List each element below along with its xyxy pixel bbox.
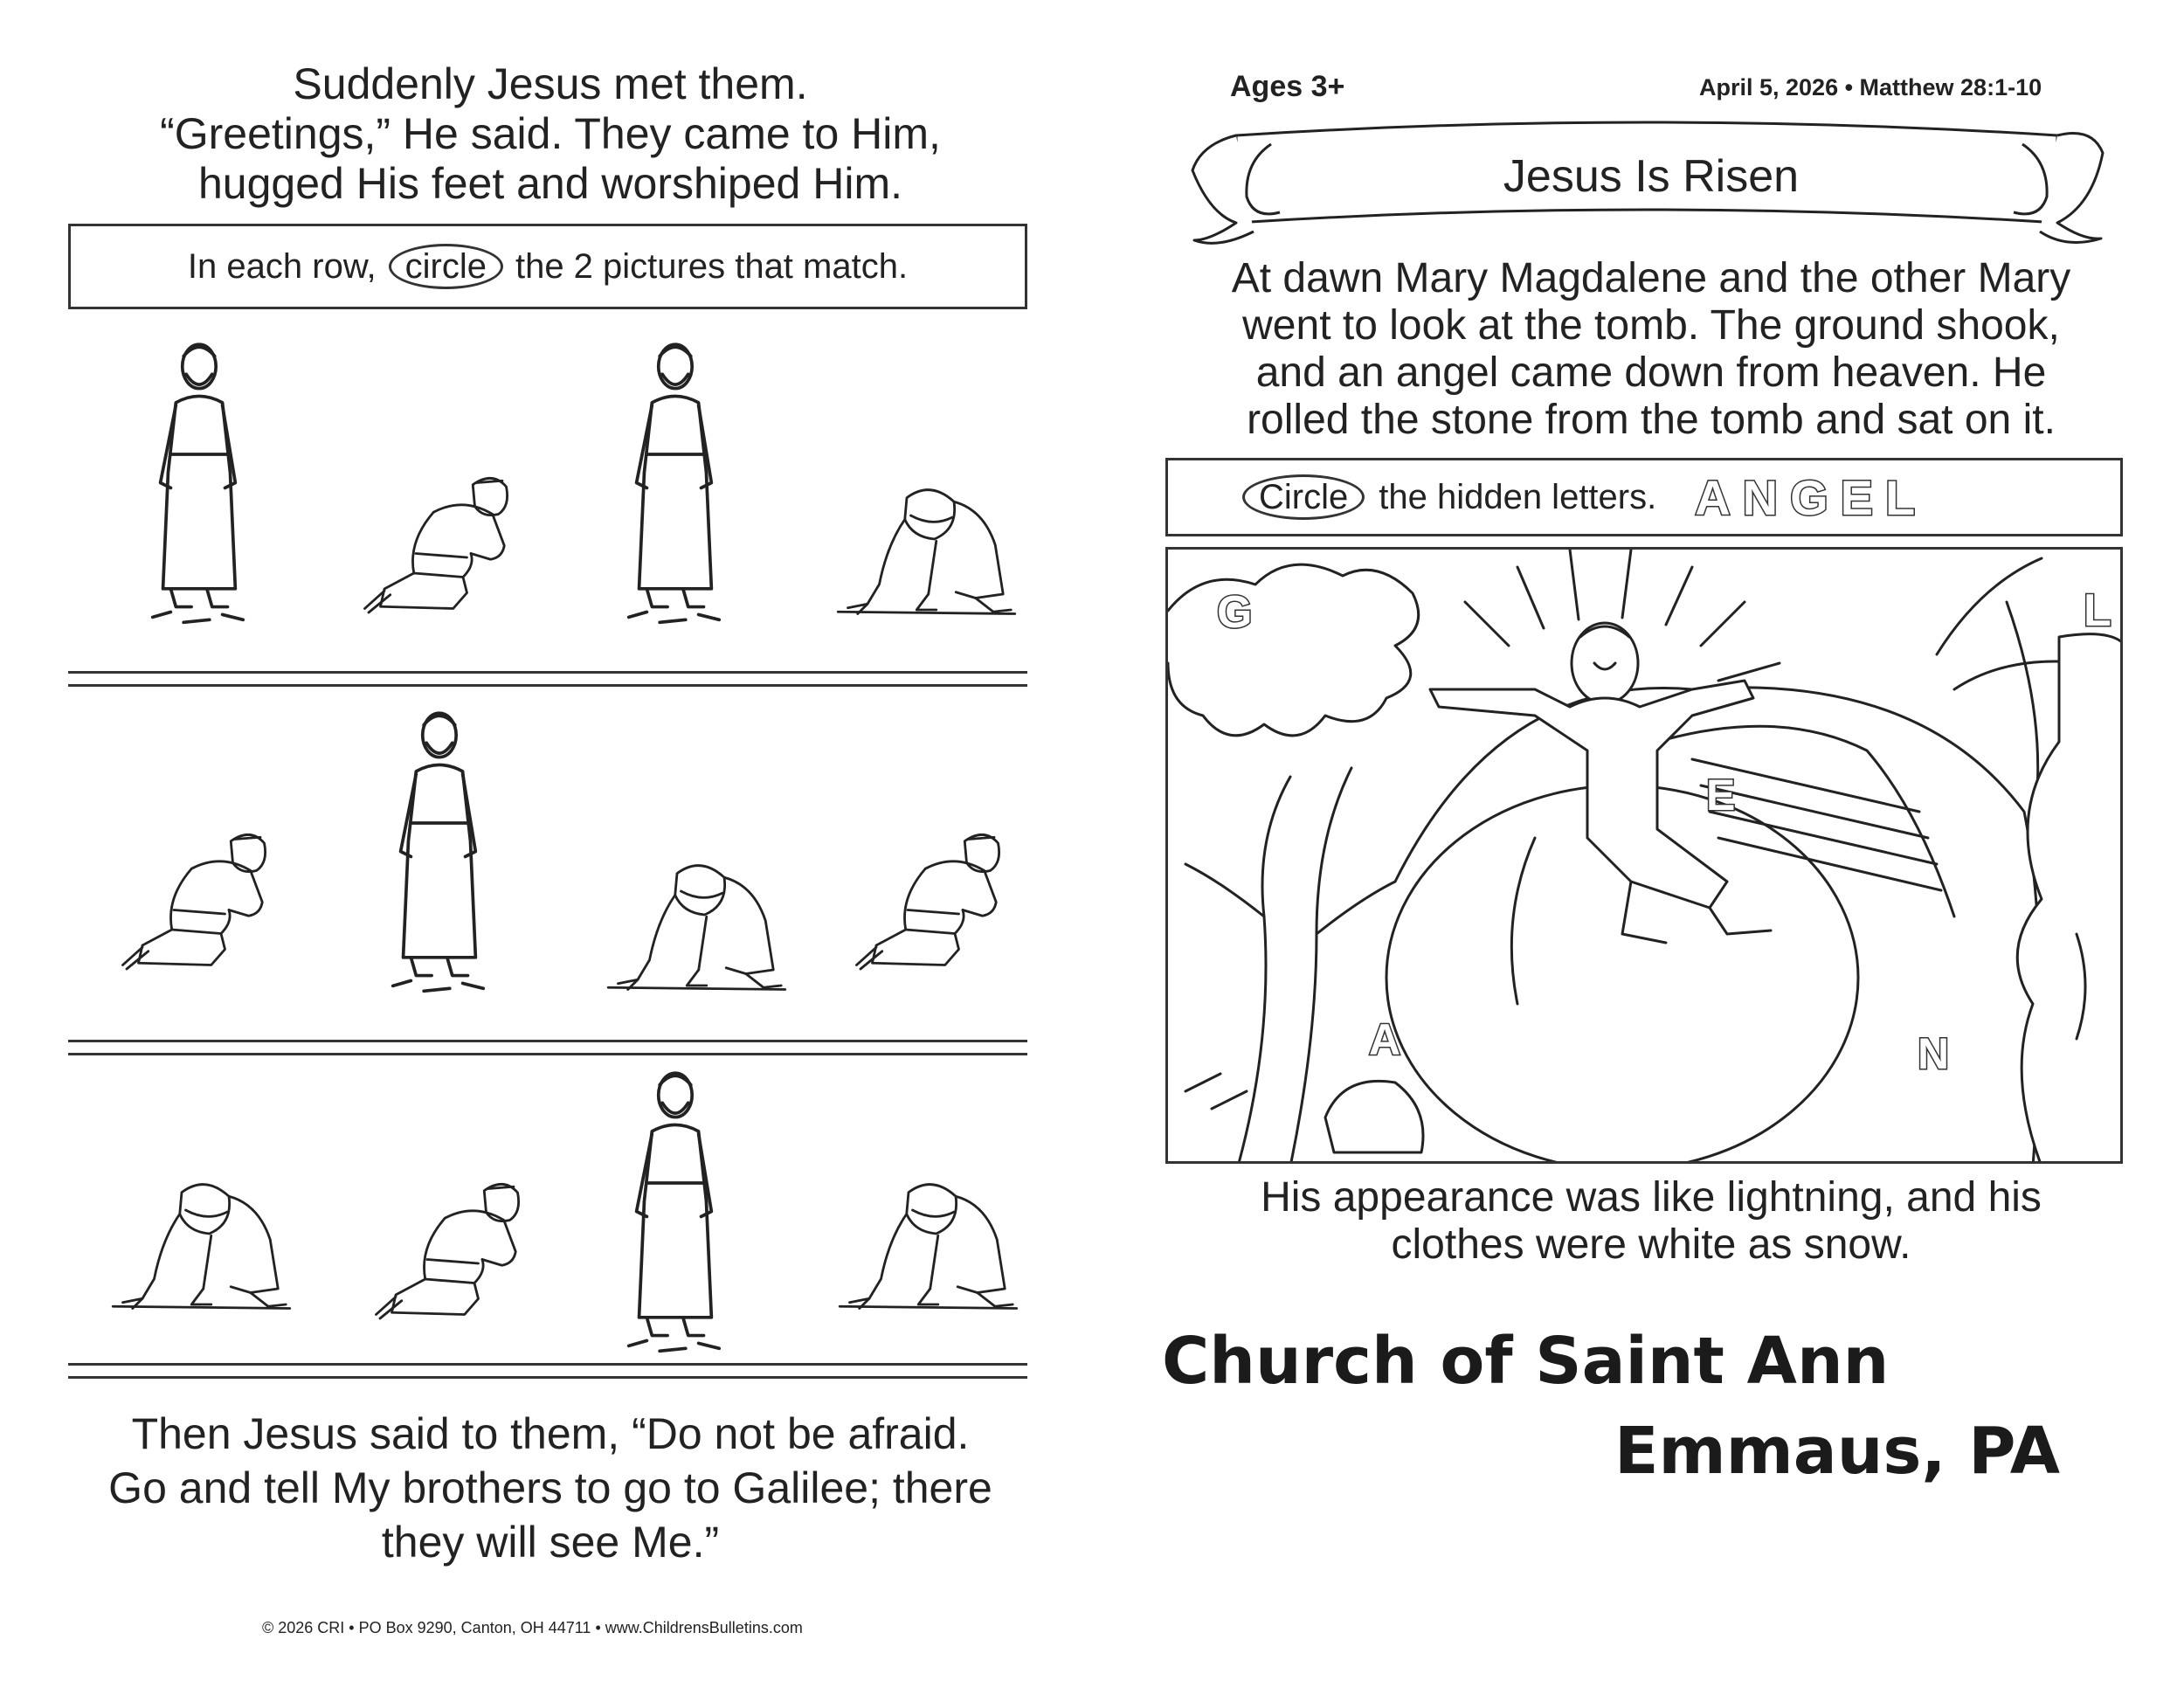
caption-line: clothes were white as snow.	[1391, 1221, 1911, 1268]
standing-jesus-figure[interactable]	[127, 330, 266, 640]
hidden-letter-g[interactable]: G	[1217, 587, 1254, 638]
date-reference: April 5, 2026 • Matthew 28:1-10	[1699, 74, 2042, 100]
outro-line: Then Jesus said to them, “Do not be afraid.	[131, 1409, 970, 1458]
copyright-footer: © 2026 CRI • PO Box 9290, Canton, OH 44711 • www.ChildrensBulletins.com	[262, 1619, 803, 1636]
circle-word-oval: Circle	[1242, 474, 1365, 520]
angel-tomb-illustration	[1168, 550, 2123, 1164]
left-outro-text	[52, 1407, 1048, 1569]
intro-line: Suddenly Jesus met them.	[293, 59, 808, 108]
left-intro-text	[52, 59, 1048, 209]
bowing-woman-figure[interactable]	[598, 852, 795, 1009]
bowing-woman-figure[interactable]	[828, 476, 1025, 633]
caption-line: His appearance was like lightning, and his	[1261, 1174, 2042, 1221]
standing-jesus-figure[interactable]	[603, 1059, 743, 1369]
circle-word-oval: circle	[389, 244, 503, 289]
hidden-letter-a[interactable]: A	[1369, 1015, 1403, 1064]
story-line: At dawn Mary Magdalene and the other Mary	[1231, 255, 2071, 301]
story-text	[1171, 255, 2132, 444]
instruction-text: the hidden letters.	[1379, 477, 1657, 516]
standing-jesus-figure[interactable]	[603, 330, 743, 640]
outro-line: Go and tell My brothers to go to Galilee; there	[108, 1463, 992, 1512]
angel-outline-letters: ANGEL	[1695, 469, 1928, 525]
intro-line: hugged His feet and worshiped Him.	[197, 159, 902, 208]
hidden-letter-n[interactable]: N	[1918, 1029, 1952, 1078]
page-title: Jesus Is Risen	[1503, 151, 1800, 202]
kneeling-woman-figure[interactable]	[103, 802, 300, 994]
instruction-text-after: the 2 pictures that match.	[515, 246, 909, 286]
kneeling-woman-figure[interactable]	[837, 802, 1033, 994]
row-divider	[68, 1040, 1027, 1042]
row-divider	[68, 671, 1027, 674]
kneeling-woman-figure[interactable]	[356, 1152, 553, 1344]
angel-tomb-scene	[1165, 547, 2123, 1164]
hidden-letter-e[interactable]: E	[1706, 771, 1738, 820]
outro-line: they will see Me.”	[381, 1518, 720, 1567]
row-divider	[68, 1053, 1027, 1055]
kneeling-woman-figure[interactable]	[345, 446, 542, 638]
bowing-woman-figure[interactable]	[103, 1171, 300, 1328]
intro-line: “Greetings,” He said. They came to Him,	[160, 109, 941, 158]
church-location: Emmaus, PA	[1614, 1414, 2061, 1489]
hidden-letter-l[interactable]: L	[2084, 585, 2113, 636]
age-label: Ages 3+	[1230, 70, 1345, 103]
row-divider	[68, 1363, 1027, 1366]
row-divider	[68, 1376, 1027, 1379]
hidden-letters-instruction-box	[1165, 458, 2123, 536]
matching-instruction-box	[68, 224, 1027, 309]
church-name: Church of Saint Ann	[1162, 1324, 1890, 1399]
row-divider	[68, 684, 1027, 687]
standing-jesus-figure[interactable]	[367, 699, 507, 1009]
bowing-woman-figure[interactable]	[830, 1171, 1026, 1328]
story-line: and an angel came down from heaven. He	[1255, 349, 2047, 396]
caption-text	[1171, 1174, 2132, 1269]
story-line: rolled the stone from the tomb and sat on it.	[1247, 397, 2056, 443]
instruction-text-before: In each row,	[187, 246, 377, 286]
story-line: went to look at the tomb. The ground shook,	[1242, 302, 2060, 349]
